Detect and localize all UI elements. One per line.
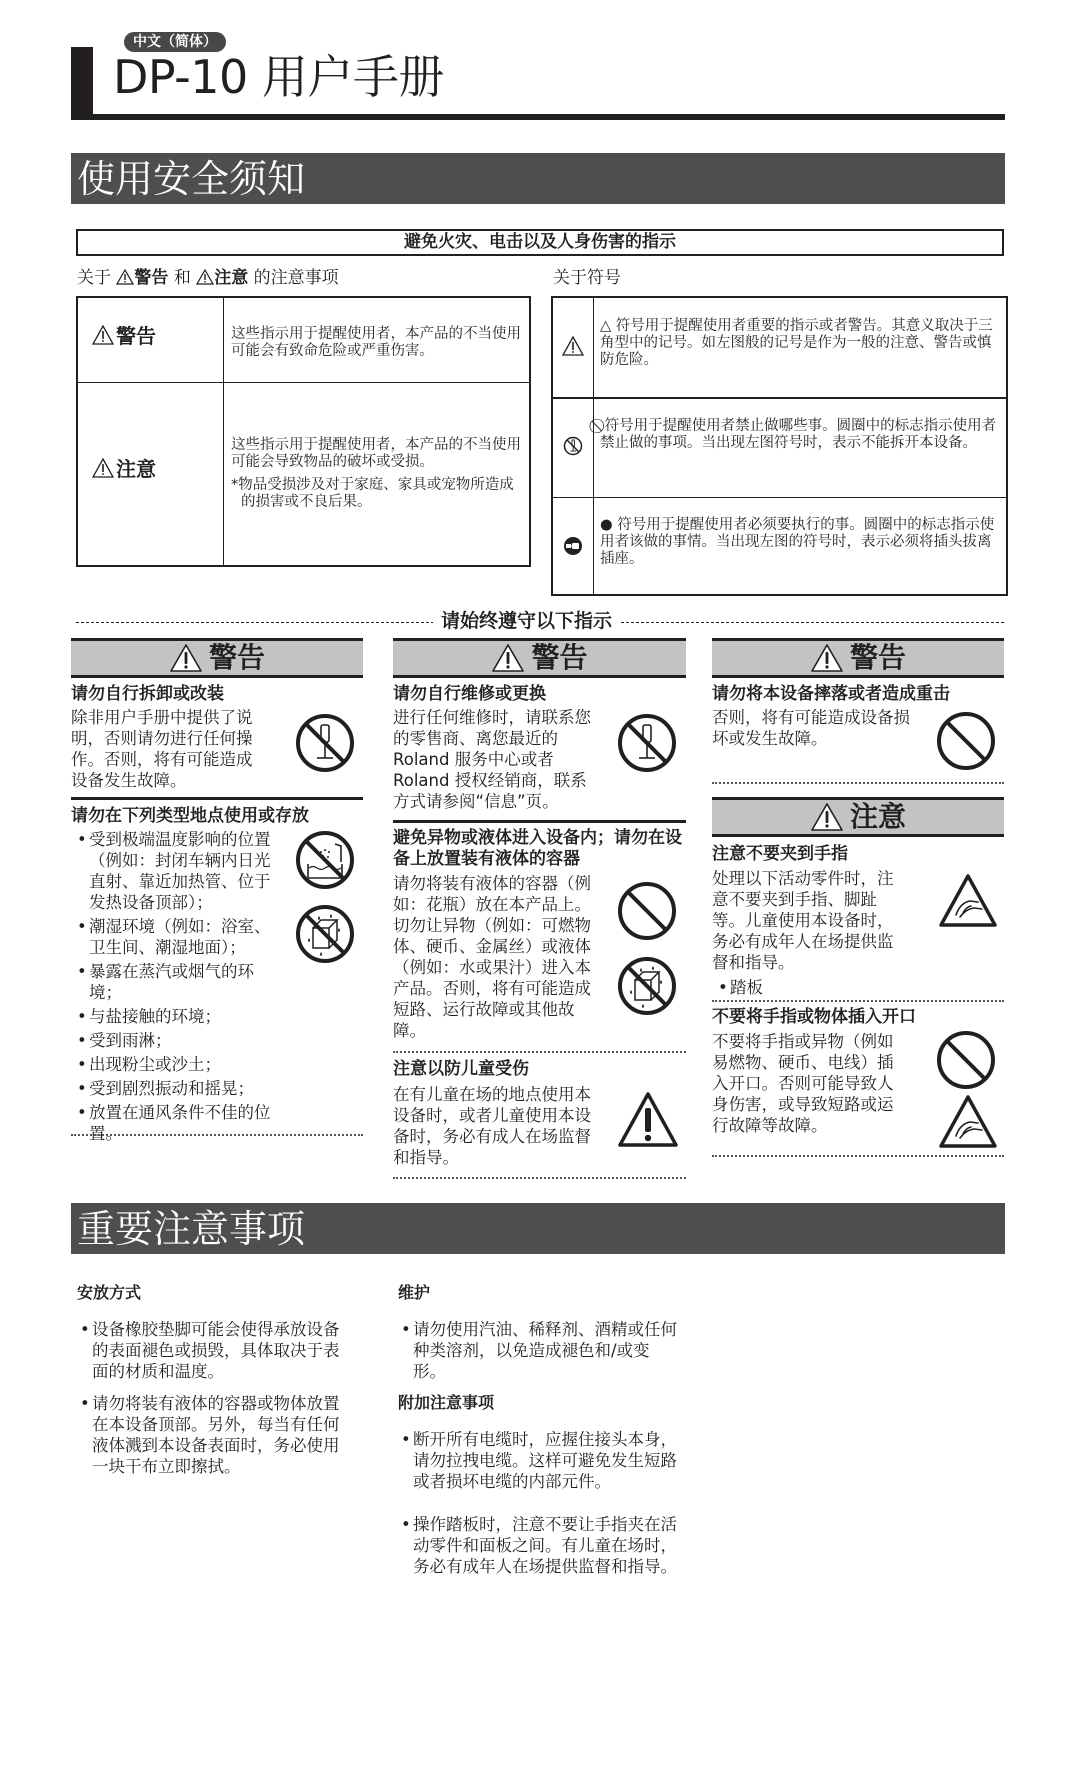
warning-column-2 xyxy=(393,638,686,1179)
no-disassemble-icon xyxy=(295,713,355,773)
page-title: DP-10 用户手册 xyxy=(113,50,444,104)
warning-triangle-icon xyxy=(169,643,203,673)
section-band-important xyxy=(71,1203,1005,1254)
level-text-warning: 这些指示用于提醒使用者，本产品的不当使用可能会有致命危险或严重伤害。 xyxy=(231,326,521,359)
warning-triangle-icon xyxy=(116,269,134,285)
section-title: 使用安全须知 xyxy=(77,157,306,201)
symbol-text-triangle: △ 符号用于提醒使用者重要的指示或者警告。其意义取决于三角型中的记号。如左图般的记号是作为一般的注意、警告或慎防危险。 xyxy=(600,318,993,368)
separator xyxy=(71,1134,363,1136)
column-header-warning: 警告 xyxy=(393,638,686,678)
item-title: 注意以防儿童受伤 xyxy=(393,1059,529,1079)
separator xyxy=(712,782,1004,784)
title-accent-bar xyxy=(71,47,93,120)
list-item: • 踏板 xyxy=(712,977,1004,998)
no-moisture-icon xyxy=(617,956,677,1016)
language-badge: 中文（简体） xyxy=(124,32,226,52)
no-disassemble-icon xyxy=(563,436,583,456)
item-body: 除非用户手册中提供了说明，否则请勿进行任何操作。否则，将有可能造成设备发生故障。 xyxy=(71,708,253,790)
item-body: 在有儿童在场的地点使用本设备时，或者儿童使用本设备时，务必有成人在场监督和指导。 xyxy=(393,1085,591,1167)
column-header-warning: 警告 xyxy=(71,638,363,678)
warning-triangle-icon xyxy=(562,336,584,356)
item-body: 请勿将装有液体的容器（例如：花瓶）放在本产品上。切勿让异物（例如：可燃物体、硬币、金属丝）或液体（例如：水或果汁）进入本产品。否则，将有可能造成短路、运行故障或其他故障。 xyxy=(393,874,591,1040)
warning-triangle-icon xyxy=(491,643,525,673)
item-body: 不要将手指或异物（例如易燃物、硬币、电线）插入开口。否则可能导致人身伤害，或导致短路或运行故障等故障。 xyxy=(712,1032,894,1135)
item-body: 进行任何维修时，请联系您的零售商、离您最近的 Roland 服务中心或者 Roland 授权经销商，联系方式请参阅“信息”页。 xyxy=(393,708,591,811)
warning-column-3 xyxy=(712,638,1004,1157)
prohibited-icon xyxy=(936,711,996,771)
level-note-caution: *物品受损涉及对于家庭、家具或宠物所造成的损害或不良后果。 xyxy=(231,477,514,510)
list-item: • 设备橡胶垫脚可能会使得承放设备的表面褪色或损毁，具体取决于表面的材质和温度。 xyxy=(77,1319,347,1382)
warning-triangle-icon xyxy=(810,643,844,673)
item-title: 避免异物或液体进入设备内；请勿在设备上放置装有液体的容器 xyxy=(393,828,682,869)
pinch-hazard-icon xyxy=(938,873,998,929)
list-item: • 潮湿环境（例如：浴室、卫生间、潮湿地面）； xyxy=(71,916,286,958)
prohibited-icon xyxy=(617,881,677,941)
separator xyxy=(393,1177,686,1179)
no-moisture-icon xyxy=(295,904,355,964)
unplug-icon xyxy=(563,536,583,556)
warning-triangle-icon xyxy=(617,1091,679,1149)
no-disassemble-icon xyxy=(617,713,677,773)
list-item: • 放置在通风条件不佳的位置。 xyxy=(71,1102,286,1144)
list-item: • 暴露在蒸汽或烟气的环境； xyxy=(71,961,286,1003)
symbol-text-prohibited: ⃠ 符号用于提醒使用者禁止做哪些事。圆圈中的标志指示使用者禁止做的事项。当出现左图符号时，表示不能拆开本设备。 xyxy=(600,418,997,451)
warning-triangle-icon xyxy=(92,458,114,478)
item-title: 请勿自行拆卸或改装 xyxy=(71,684,224,704)
column-header-caution: 注意 xyxy=(712,797,1004,837)
list-item: • 操作踏板时，注意不要让手指夹在活动零件和面板之间。有儿童在场时，务必有成年人在场提供监督和指导。 xyxy=(398,1514,678,1577)
section-heading: 维护 xyxy=(398,1283,431,1302)
location-bullets xyxy=(71,829,286,1144)
list-item: • 断开所有电缆时，应握住接头本身，请勿拉拽电缆。这样可避免发生短路或者损坏电缆的内部元件。 xyxy=(398,1429,678,1492)
column-header-warning: 警告 xyxy=(712,638,1004,678)
list-item: • 受到极端温度影响的位置（例如：封闭车辆内日光直射、靠近加热管、位于发热设备顶部）； xyxy=(71,829,286,913)
list-item: • 请勿使用汽油、稀释剂、酒精或任何种类溶剂，以免造成褪色和/或变形。 xyxy=(398,1319,678,1382)
level-text-caution: 这些指示用于提醒使用者，本产品的不当使用可能会导致物品的破坏或受损。 xyxy=(231,437,521,470)
placement-section xyxy=(77,1283,352,1488)
no-heat-icon xyxy=(295,830,355,890)
item-title: 请勿将本设备摔落或者造成重击 xyxy=(712,684,950,704)
list-item: • 与盐接触的环境； xyxy=(71,1006,286,1027)
section-title: 重要注意事项 xyxy=(77,1207,306,1251)
list-item: • 受到剧烈振动和摇晃； xyxy=(71,1078,286,1099)
level-label-caution: 注意 xyxy=(92,453,156,482)
section-heading: 附加注意事项 xyxy=(398,1393,495,1412)
warning-triangle-icon xyxy=(196,269,214,285)
warning-triangle-icon xyxy=(810,802,844,832)
item-body: 否则，将有可能造成设备损坏或发生故障。 xyxy=(712,708,910,748)
warning-triangle-icon xyxy=(92,325,114,345)
levels-table xyxy=(76,296,531,567)
section-band-safety xyxy=(71,153,1005,204)
list-item: • 请勿将装有液体的容器或物体放置在本设备顶部。另外，每当有任何液体溅到本设备表面时，务必使用一块干布立即擦拭。 xyxy=(77,1393,347,1477)
symbol-text-mandatory: ● 符号用于提醒使用者必须要执行的事。圆圈中的标志指示使用者该做的事情。当出现左图的符号时，表示必须将插头拔离插座。 xyxy=(600,517,995,567)
boxed-heading: 避免火灾、电击以及人身伤害的指示 xyxy=(76,229,1004,256)
always-heading: 请始终遵守以下指示 xyxy=(433,609,620,633)
item-title: 不要将手指或物体插入开口 xyxy=(712,1007,916,1027)
maintenance-section xyxy=(398,1283,698,1588)
separator xyxy=(712,1155,1004,1157)
title-underline xyxy=(71,114,1005,120)
symbols-table xyxy=(551,296,1008,596)
level-label-warning: 警告 xyxy=(92,320,156,349)
symbols-subhead: 关于符号 xyxy=(553,268,621,288)
levels-subhead: 关于 警告 和 注意 的注意事项 xyxy=(77,268,339,288)
prohibited-icon xyxy=(936,1030,996,1090)
list-item: • 受到雨淋； xyxy=(71,1030,286,1051)
section-heading: 安放方式 xyxy=(77,1283,142,1302)
item-body: 处理以下活动零件时，注意不要夹到手指、脚趾等。儿童使用本设备时，务必有成年人在场提供监督和指导。 xyxy=(712,869,894,972)
warning-column-1 xyxy=(71,638,363,1143)
item-title: 请勿在下列类型地点使用或存放 xyxy=(71,806,309,826)
item-title: 注意不要夹到手指 xyxy=(712,844,848,864)
item-title: 请勿自行维修或更换 xyxy=(393,684,546,704)
pinch-hazard-icon xyxy=(938,1094,998,1150)
list-item: • 出现粉尘或沙土； xyxy=(71,1054,286,1075)
